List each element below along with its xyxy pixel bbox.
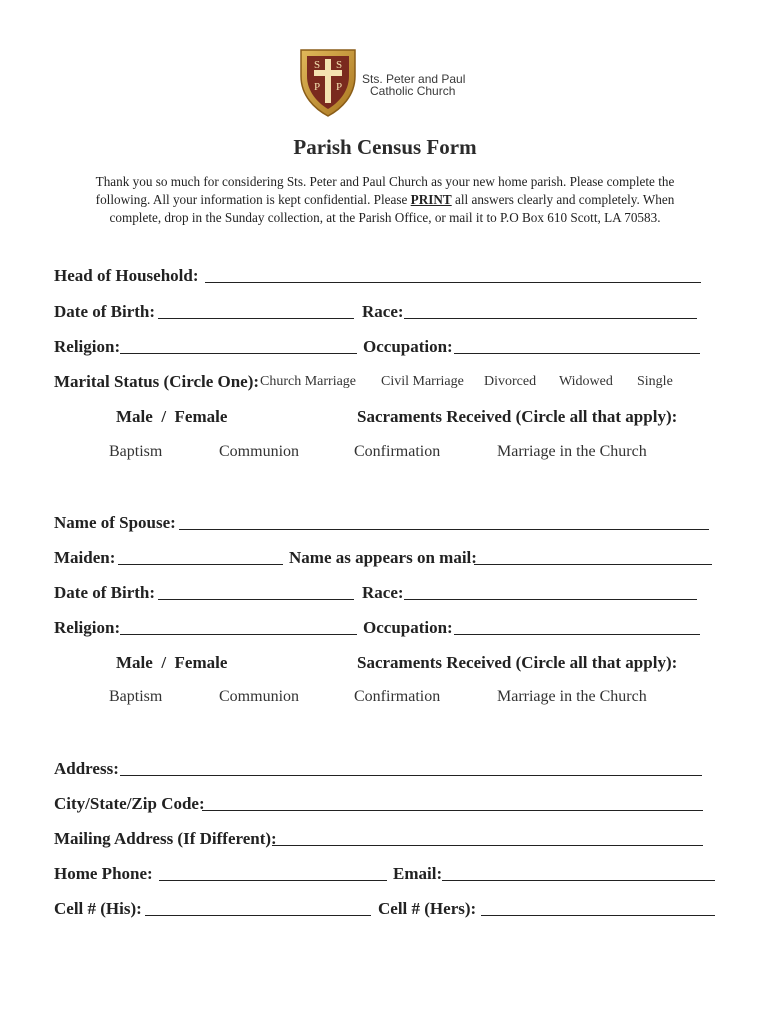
logo-letter: S xyxy=(314,59,321,71)
religion-label: Religion: xyxy=(54,337,121,356)
occupation-label: Occupation: xyxy=(363,337,453,356)
spouse-sacrament-communion[interactable]: Communion xyxy=(219,688,300,705)
race-label: Race: xyxy=(362,302,404,321)
church-name-line2: Catholic Church xyxy=(370,84,456,98)
intro-text: all answers clearly and completely. When xyxy=(451,192,675,207)
address-field[interactable] xyxy=(120,775,702,776)
marital-option-civil[interactable]: Civil Marriage xyxy=(381,374,464,389)
spouse-race-label: Race: xyxy=(362,583,404,602)
cell-hers-label: Cell # (Hers): xyxy=(378,899,477,918)
home-phone-field[interactable] xyxy=(159,880,387,881)
spouse-sacraments-label: Sacraments Received (Circle all that apply): xyxy=(357,653,678,672)
spouse-dob-field[interactable] xyxy=(158,599,354,600)
dob-field[interactable] xyxy=(158,318,354,319)
city-state-zip-label: City/State/Zip Code: xyxy=(54,794,205,813)
spouse-religion-field[interactable] xyxy=(120,634,357,635)
print-emphasis: PRINT xyxy=(410,192,452,207)
sacraments-label: Sacraments Received (Circle all that apply): xyxy=(357,407,678,426)
sacrament-baptism[interactable]: Baptism xyxy=(109,443,163,460)
address-label: Address: xyxy=(54,759,119,778)
spouse-gender-select[interactable]: Male / Female xyxy=(116,653,228,672)
email-label: Email: xyxy=(393,864,443,883)
intro-text: following. All your information is kept confidential. Please xyxy=(95,192,411,207)
shield-icon xyxy=(297,46,359,118)
sacrament-marriage[interactable]: Marriage in the Church xyxy=(497,443,647,460)
spouse-sacrament-marriage[interactable]: Marriage in the Church xyxy=(497,688,647,705)
occupation-field[interactable] xyxy=(454,353,700,354)
church-name-line1: Sts. Peter and Paul xyxy=(362,72,466,86)
page-title: Parish Census Form xyxy=(293,135,477,159)
spouse-dob-label: Date of Birth: xyxy=(54,583,156,602)
church-logo xyxy=(297,46,359,123)
religion-field[interactable] xyxy=(120,353,357,354)
mail-name-label: Name as appears on mail: xyxy=(289,548,477,567)
logo-letter: P xyxy=(336,81,343,93)
sacrament-communion[interactable]: Communion xyxy=(219,443,300,460)
email-field[interactable] xyxy=(442,880,715,881)
spouse-sacrament-baptism[interactable]: Baptism xyxy=(109,688,163,705)
cell-hers-field[interactable] xyxy=(481,915,715,916)
city-state-zip-field[interactable] xyxy=(202,810,703,811)
head-of-household-label: Head of Household: xyxy=(54,266,199,285)
intro-line-2 xyxy=(0,192,770,208)
home-phone-label: Home Phone: xyxy=(54,864,153,883)
cell-his-label: Cell # (His): xyxy=(54,899,142,918)
spouse-name-field[interactable] xyxy=(179,529,709,530)
spouse-religion-label: Religion: xyxy=(54,618,121,637)
spouse-occupation-field[interactable] xyxy=(454,634,700,635)
intro-line-1: Thank you so much for considering Sts. Peter and Paul Church as your new home parish. Please complete the xyxy=(95,174,675,189)
marital-option-widowed[interactable]: Widowed xyxy=(559,374,613,389)
spouse-name-label: Name of Spouse: xyxy=(54,513,176,532)
marital-option-single[interactable]: Single xyxy=(637,374,673,389)
maiden-label: Maiden: xyxy=(54,548,116,567)
marital-option-church[interactable]: Church Marriage xyxy=(260,374,357,389)
dob-label: Date of Birth: xyxy=(54,302,156,321)
mailing-address-field[interactable] xyxy=(272,845,703,846)
sacrament-confirmation[interactable]: Confirmation xyxy=(354,443,441,460)
gender-select[interactable]: Male / Female xyxy=(116,407,228,426)
mailing-address-label: Mailing Address (If Different): xyxy=(54,829,277,848)
marital-option-divorced[interactable]: Divorced xyxy=(484,374,537,389)
spouse-race-field[interactable] xyxy=(404,599,697,600)
spouse-sacrament-confirmation[interactable]: Confirmation xyxy=(354,688,441,705)
head-of-household-field[interactable] xyxy=(205,282,701,283)
logo-letter: S xyxy=(336,59,343,71)
race-field[interactable] xyxy=(404,318,697,319)
cell-his-field[interactable] xyxy=(145,915,371,916)
logo-letter: P xyxy=(314,81,321,93)
marital-status-label: Marital Status (Circle One): xyxy=(54,372,260,391)
spouse-occupation-label: Occupation: xyxy=(363,618,453,637)
mail-name-field[interactable] xyxy=(474,564,712,565)
maiden-field[interactable] xyxy=(118,564,283,565)
intro-line-3: complete, drop in the Sunday collection, at the Parish Office, or mail it to P.O Box 610 Scott, LA 70583. xyxy=(109,210,661,225)
